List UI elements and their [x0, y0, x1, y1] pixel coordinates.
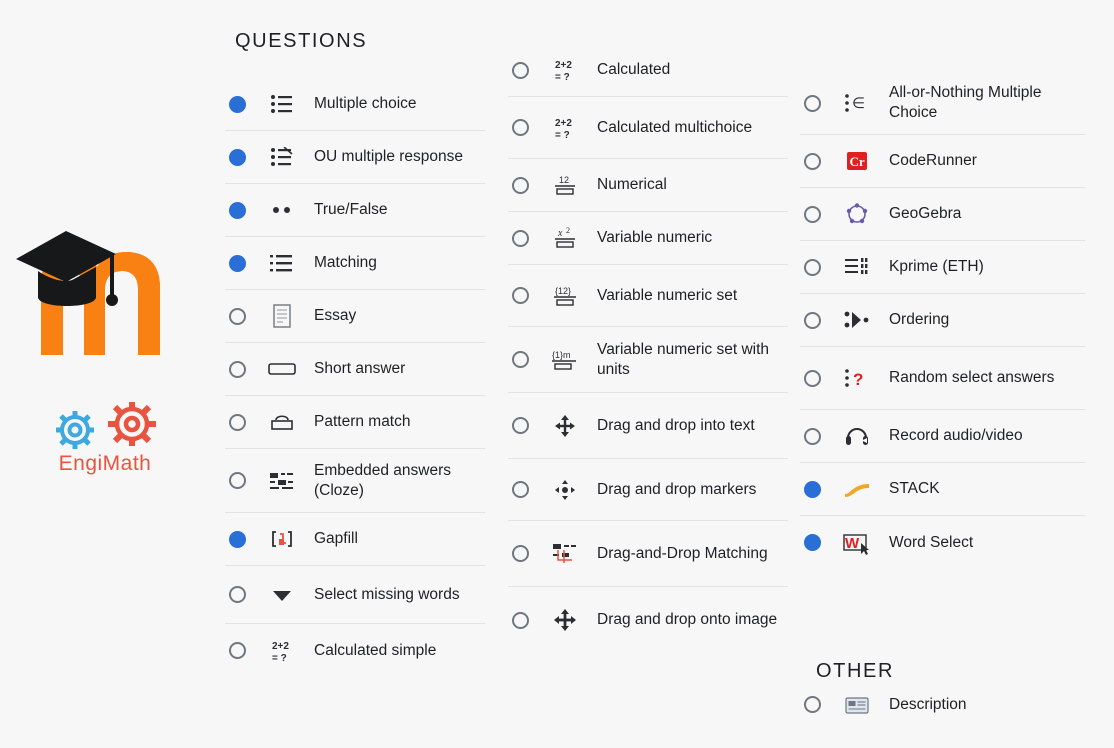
radio-calculated-simple[interactable]	[229, 642, 246, 659]
question-type-label: Record audio/video	[889, 427, 1023, 444]
radio-embedded-answers[interactable]	[229, 472, 246, 489]
question-type-label: Gapfill	[314, 530, 358, 547]
question-type-label: OU multiple response	[314, 148, 464, 165]
question-type-calculated[interactable]	[508, 44, 788, 97]
question-type-drag-drop-markers[interactable]	[508, 459, 788, 521]
moodle-logo	[8, 205, 198, 365]
radio-coderunner[interactable]	[804, 153, 821, 170]
question-type-drag-drop-text[interactable]	[508, 393, 788, 459]
pattern-match-icon	[264, 406, 300, 438]
question-type-calculated-simple[interactable]	[225, 624, 485, 677]
question-type-variable-numeric-set-units[interactable]	[508, 327, 788, 393]
question-type-select-missing-words[interactable]	[225, 566, 485, 624]
question-type-label: Multiple choice	[314, 95, 417, 112]
svg-text:2+2: 2+2	[555, 60, 572, 71]
question-type-short-answer[interactable]	[225, 343, 485, 396]
question-type-numerical[interactable]	[508, 159, 788, 212]
radio-pattern-match[interactable]	[229, 414, 246, 431]
radio-variable-numeric-set[interactable]	[512, 287, 529, 304]
drag-drop-text-icon	[547, 410, 583, 442]
variable-numeric-set-units-icon	[547, 344, 583, 376]
radio-multiple-choice[interactable]	[229, 96, 246, 113]
calculated-simple-icon	[264, 635, 300, 667]
numerical-icon	[547, 169, 583, 201]
branding-panel	[0, 0, 215, 748]
radio-calculated[interactable]	[512, 62, 529, 79]
radio-calculated-multichoice[interactable]	[512, 119, 529, 136]
radio-drag-drop-text[interactable]	[512, 417, 529, 434]
question-type-label: True/False	[314, 201, 388, 218]
question-type-all-or-nothing[interactable]	[800, 72, 1085, 135]
gear-blue-icon	[49, 402, 101, 454]
variable-numeric-icon	[547, 222, 583, 254]
question-type-true-false[interactable]	[225, 184, 485, 237]
question-type-coderunner[interactable]	[800, 135, 1085, 188]
questions-heading: QUESTIONS	[235, 30, 368, 52]
question-type-drag-drop-image[interactable]	[508, 587, 788, 653]
question-type-label: CodeRunner	[889, 152, 977, 169]
calculated-multichoice-icon	[547, 112, 583, 144]
svg-text:?: ?	[853, 370, 864, 389]
radio-stack[interactable]	[804, 481, 821, 498]
gear-red-icon	[103, 396, 161, 454]
stack-icon	[839, 473, 875, 505]
short-answer-icon	[264, 353, 300, 385]
other-heading: OTHER	[816, 660, 894, 682]
question-type-label: Description	[889, 695, 967, 713]
question-type-label: Calculated	[597, 61, 671, 78]
question-type-list-2	[508, 44, 788, 653]
radio-word-select[interactable]	[804, 534, 821, 551]
question-type-multiple-choice[interactable]	[225, 78, 485, 131]
question-type-label: Calculated multichoice	[597, 118, 753, 136]
kprime-icon	[839, 251, 875, 283]
radio-variable-numeric-set-units[interactable]	[512, 351, 529, 368]
question-type-label: Variable numeric set with units	[597, 340, 770, 378]
question-type-variable-numeric[interactable]	[508, 212, 788, 265]
radio-ordering[interactable]	[804, 312, 821, 329]
description-icon	[839, 689, 875, 721]
record-audio-video-icon	[839, 420, 875, 452]
question-type-list-1	[225, 78, 485, 677]
engimath-label: EngiMath	[58, 452, 152, 475]
select-missing-words-icon	[264, 579, 300, 611]
radio-drag-drop-matching[interactable]	[512, 545, 529, 562]
radio-matching[interactable]	[229, 255, 246, 272]
all-or-nothing-icon	[839, 87, 875, 119]
question-type-record-audio-video[interactable]	[800, 410, 1085, 463]
radio-gapfill[interactable]	[229, 531, 246, 548]
essay-icon	[264, 300, 300, 332]
drag-drop-image-icon	[547, 604, 583, 636]
svg-text:2: 2	[566, 226, 570, 235]
random-select-answers-icon	[839, 362, 875, 394]
engimath-gears-icon	[30, 400, 180, 454]
question-type-label: Short answer	[314, 360, 406, 377]
svg-text:12: 12	[559, 175, 570, 185]
question-type-stack[interactable]	[800, 463, 1085, 516]
radio-short-answer[interactable]	[229, 361, 246, 378]
question-type-ou-multiple-response[interactable]	[225, 131, 485, 184]
question-type-essay[interactable]	[225, 290, 485, 343]
matching-icon	[264, 247, 300, 279]
radio-numerical[interactable]	[512, 177, 529, 194]
question-type-label: Drag-and-Drop Matching	[597, 544, 768, 562]
svg-text:2+2: 2+2	[272, 640, 289, 652]
svg-text:{12}: {12}	[555, 285, 572, 296]
question-type-label: Drag and drop into text	[597, 416, 755, 434]
engimath-logo	[30, 400, 180, 476]
drag-drop-markers-icon	[547, 474, 583, 506]
question-type-matching[interactable]	[225, 237, 485, 290]
question-type-label: Random select answers	[889, 369, 1055, 386]
svg-text:= ?: = ?	[555, 72, 570, 83]
radio-geogebra[interactable]	[804, 206, 821, 223]
radio-kprime[interactable]	[804, 259, 821, 276]
variable-numeric-set-icon	[547, 280, 583, 312]
question-type-word-select[interactable]	[800, 516, 1085, 569]
question-type-label: Embedded answers (Cloze)	[314, 461, 451, 499]
multiple-choice-icon	[264, 88, 300, 120]
svg-text:∈: ∈	[852, 96, 866, 112]
radio-drag-drop-image[interactable]	[512, 612, 529, 629]
geogebra-icon	[839, 198, 875, 230]
embedded-answers-icon	[264, 465, 300, 497]
question-type-label: Pattern match	[314, 413, 411, 430]
radio-drag-drop-markers[interactable]	[512, 481, 529, 498]
drag-drop-matching-icon	[547, 538, 583, 570]
question-type-label: Matching	[314, 254, 377, 271]
question-type-pattern-match[interactable]	[225, 396, 485, 449]
question-type-kprime[interactable]	[800, 241, 1085, 294]
gapfill-icon	[264, 523, 300, 555]
other-type-list	[800, 678, 1085, 731]
ordering-icon	[839, 304, 875, 336]
question-type-gapfill[interactable]	[225, 513, 485, 566]
question-type-label: Drag and drop onto image	[597, 611, 778, 628]
question-type-label: Essay	[314, 307, 357, 324]
question-type-label: Ordering	[889, 311, 950, 328]
radio-all-or-nothing[interactable]	[804, 95, 821, 112]
question-type-calculated-multichoice[interactable]	[508, 97, 788, 159]
word-select-icon	[839, 527, 875, 559]
question-type-label: Variable numeric	[597, 229, 713, 246]
svg-text:= ?: = ?	[272, 652, 287, 664]
question-type-description[interactable]	[800, 678, 1085, 731]
radio-description[interactable]	[804, 696, 821, 713]
svg-text:W: W	[845, 534, 860, 552]
radio-select-missing-words[interactable]	[229, 586, 246, 603]
question-type-embedded-answers[interactable]	[225, 449, 485, 513]
question-type-label: Word Select	[889, 533, 974, 551]
question-type-label: All-or-Nothing Multiple Choice	[889, 84, 1042, 121]
radio-true-false[interactable]	[229, 202, 246, 219]
question-type-label: Numerical	[597, 176, 667, 193]
question-type-drag-drop-matching[interactable]	[508, 521, 788, 587]
question-type-list-3	[800, 72, 1085, 569]
question-type-label: Drag and drop markers	[597, 480, 757, 498]
radio-essay[interactable]	[229, 308, 246, 325]
radio-random-select-answers[interactable]	[804, 370, 821, 387]
calculated-icon	[547, 54, 583, 86]
question-type-ordering[interactable]	[800, 294, 1085, 347]
question-type-label: GeoGebra	[889, 205, 962, 222]
svg-text:x: x	[558, 228, 563, 239]
question-type-random-select-answers[interactable]	[800, 347, 1085, 410]
svg-text:{1}m: {1}m	[552, 349, 571, 360]
question-type-label: STACK	[889, 480, 940, 497]
radio-ou-multiple-response[interactable]	[229, 149, 246, 166]
true-false-icon	[264, 194, 300, 226]
svg-text:= ?: = ?	[555, 129, 570, 141]
question-type-label: Calculated simple	[314, 641, 437, 659]
question-type-label: Select missing words	[314, 585, 460, 603]
question-type-label: Variable numeric set	[597, 286, 738, 304]
ou-multiple-response-icon	[264, 141, 300, 173]
radio-record-audio-video[interactable]	[804, 428, 821, 445]
svg-text:2+2: 2+2	[555, 117, 572, 129]
radio-variable-numeric[interactable]	[512, 230, 529, 247]
coderunner-icon	[839, 145, 875, 177]
question-type-geogebra[interactable]	[800, 188, 1085, 241]
question-type-variable-numeric-set[interactable]	[508, 265, 788, 327]
svg-text:Cr: Cr	[849, 154, 865, 169]
question-type-label: Kprime (ETH)	[889, 258, 984, 275]
